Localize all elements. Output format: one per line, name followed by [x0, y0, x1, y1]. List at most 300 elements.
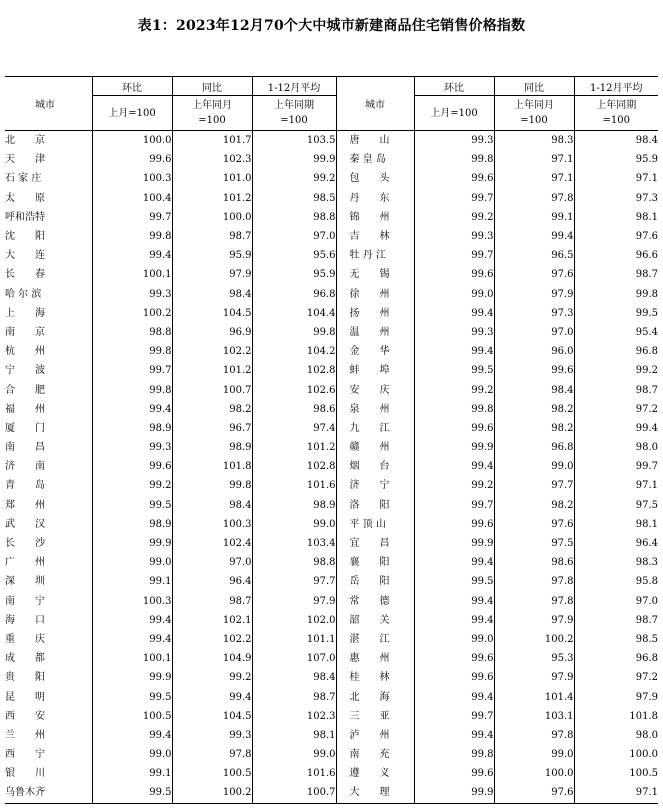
- mom-value: 99.6: [414, 419, 494, 438]
- city-name: 北 海: [336, 687, 414, 706]
- avg-value: 100.0: [629, 749, 658, 761]
- yoy-value: 103.1: [494, 707, 574, 726]
- city-name: 太 原: [5, 189, 92, 208]
- city-name: 唐 山: [336, 131, 414, 151]
- yoy-value: 97.9: [494, 668, 574, 687]
- mom-value: 100.5: [92, 707, 172, 726]
- table-row: [5, 515, 658, 534]
- table-row: [5, 265, 658, 284]
- mom-value: 100.3: [92, 592, 172, 611]
- avg-value: 107.0: [252, 649, 336, 668]
- city-name: 西 宁: [5, 745, 92, 764]
- avg-value: 97.6: [635, 231, 658, 243]
- avg-value: 97.3: [635, 192, 658, 204]
- city-name: 襄 阳: [336, 553, 414, 572]
- city-name: 南 宁: [5, 592, 92, 611]
- mom-value: 99.4: [92, 611, 172, 630]
- yoy-value: 99.4: [494, 227, 574, 246]
- city-name: 惠 州: [336, 649, 414, 668]
- mom-value: 99.9: [92, 668, 172, 687]
- yoy-value: 99.3: [172, 726, 252, 745]
- avg-value: 98.7: [252, 687, 336, 706]
- avg-value: 97.9: [252, 592, 336, 611]
- city-name: 南 京: [5, 323, 92, 342]
- avg-value: 99.8: [252, 323, 336, 342]
- avg-value: 98.6: [252, 400, 336, 419]
- yoy-value: 97.8: [494, 726, 574, 745]
- avg-value: 104.4: [252, 304, 336, 323]
- yoy-value: 101.2: [172, 189, 252, 208]
- yoy-value: 97.9: [494, 611, 574, 630]
- yoy-value: 97.9: [172, 265, 252, 284]
- yoy-value: 97.0: [172, 553, 252, 572]
- avg-value: 95.6: [252, 246, 336, 265]
- table-row: [5, 323, 658, 342]
- avg-value: 104.2: [252, 342, 336, 361]
- mom-value: 99.6: [414, 515, 494, 534]
- city-name: 长 春: [5, 265, 92, 284]
- table-row: [5, 208, 658, 227]
- avg-value: 97.1: [635, 480, 658, 492]
- yoy-value: 97.8: [494, 592, 574, 611]
- mom-value: 100.1: [92, 649, 172, 668]
- yoy-value: 101.4: [494, 687, 574, 706]
- city-name: 深 圳: [5, 572, 92, 591]
- avg-value: 98.5: [635, 633, 658, 645]
- yoy-value: 96.4: [172, 572, 252, 591]
- mom-value: 98.9: [92, 419, 172, 438]
- city-name: 九 江: [336, 419, 414, 438]
- yoy-header-left: 同比: [172, 77, 252, 96]
- avg-value: 103.5: [252, 131, 336, 151]
- avg-value: 102.3: [252, 707, 336, 726]
- avg-value: 100.5: [629, 768, 658, 780]
- city-name: 广 州: [5, 553, 92, 572]
- yoy-value: 97.1: [494, 169, 574, 188]
- city-name: 南 充: [336, 745, 414, 764]
- table-row: [5, 553, 658, 572]
- city-name: 济 宁: [336, 476, 414, 495]
- mom-value: 99.0: [92, 553, 172, 572]
- avg-value: 97.0: [635, 595, 658, 607]
- mom-value: 99.7: [414, 246, 494, 265]
- avg-value: 98.1: [635, 211, 658, 223]
- yoy-value: 99.2: [172, 668, 252, 687]
- avg-value: 98.4: [635, 135, 658, 147]
- mom-base-left: 上月=100: [92, 96, 172, 131]
- yoy-value: 102.3: [172, 150, 252, 169]
- mom-value: 99.4: [92, 400, 172, 419]
- yoy-value: 98.7: [172, 592, 252, 611]
- yoy-value: 98.2: [494, 419, 574, 438]
- mom-value: 99.4: [414, 726, 494, 745]
- avg-value: 98.0: [635, 729, 658, 741]
- avg-value: 102.0: [252, 611, 336, 630]
- yoy-value: 96.9: [172, 323, 252, 342]
- avg-value: 101.6: [252, 764, 336, 783]
- mom-value: 99.9: [414, 783, 494, 803]
- city-name: 宜 昌: [336, 534, 414, 553]
- city-name: 安 庆: [336, 380, 414, 399]
- yoy-value: 97.8: [494, 572, 574, 591]
- table-row: [5, 169, 658, 188]
- yoy-value: 98.2: [172, 400, 252, 419]
- yoy-value: 100.3: [172, 515, 252, 534]
- avg-value: 98.1: [252, 726, 336, 745]
- mom-value: 100.1: [92, 265, 172, 284]
- city-name: 遵 义: [336, 764, 414, 783]
- price-index-table: [5, 76, 658, 804]
- city-name: 济 南: [5, 457, 92, 476]
- city-name: 哈 尔 滨: [5, 285, 92, 304]
- city-name: 锦 州: [336, 208, 414, 227]
- table-row: [5, 534, 658, 553]
- city-name: 三 亚: [336, 707, 414, 726]
- mom-value: 99.6: [414, 169, 494, 188]
- mom-value: 99.4: [414, 342, 494, 361]
- city-name: 西 安: [5, 707, 92, 726]
- mom-value: 99.6: [414, 649, 494, 668]
- city-name: 乌鲁木齐: [5, 783, 92, 803]
- mom-value: 99.7: [92, 361, 172, 380]
- mom-value: 99.4: [414, 304, 494, 323]
- avg-value: 98.9: [252, 496, 336, 515]
- avg-value: 98.5: [252, 189, 336, 208]
- yoy-value: 101.0: [172, 169, 252, 188]
- table-title: 表1：2023年12月70个大中城市新建商品住宅销售价格指数: [137, 18, 526, 34]
- yoy-value: 104.9: [172, 649, 252, 668]
- yoy-value: 97.6: [494, 515, 574, 534]
- table-row: [5, 783, 658, 803]
- yoy-value: 97.8: [172, 745, 252, 764]
- yoy-value: 96.7: [172, 419, 252, 438]
- table-row: [5, 668, 658, 687]
- avg-value: 103.4: [252, 534, 336, 553]
- avg-base-left: 上年同期 =100: [252, 96, 336, 131]
- mom-value: 99.7: [414, 189, 494, 208]
- avg-value: 102.8: [252, 361, 336, 380]
- city-name: 泸 州: [336, 726, 414, 745]
- mom-value: 99.2: [414, 208, 494, 227]
- avg-value: 97.1: [574, 783, 658, 803]
- mom-value: 99.4: [92, 630, 172, 649]
- mom-value: 99.8: [414, 400, 494, 419]
- mom-value: 99.8: [92, 227, 172, 246]
- city-name: 呼和浩特: [5, 208, 92, 227]
- avg-header-left: 1-12月平均: [252, 77, 336, 96]
- yoy-value: 98.6: [494, 553, 574, 572]
- avg-value: 102.8: [252, 457, 336, 476]
- table-row: [5, 227, 658, 246]
- mom-value: 99.0: [414, 630, 494, 649]
- avg-value: 97.0: [252, 227, 336, 246]
- yoy-value: 98.2: [494, 400, 574, 419]
- mom-value: 99.6: [92, 457, 172, 476]
- avg-value: 98.8: [252, 553, 336, 572]
- mom-value: 99.4: [414, 611, 494, 630]
- yoy-value: 100.5: [172, 764, 252, 783]
- city-name: 徐 州: [336, 285, 414, 304]
- mom-value: 99.4: [414, 687, 494, 706]
- avg-value: 99.5: [635, 307, 658, 319]
- table-row: [5, 438, 658, 457]
- avg-value: 96.4: [635, 538, 658, 550]
- yoy-value: 100.2: [172, 783, 252, 803]
- yoy-value: 100.0: [172, 208, 252, 227]
- city-name: 韶 关: [336, 611, 414, 630]
- table-row: [5, 419, 658, 438]
- yoy-value: 104.5: [172, 304, 252, 323]
- yoy-base-right: 上年同月 =100: [494, 96, 574, 131]
- avg-value: 97.7: [252, 572, 336, 591]
- yoy-value: 97.0: [494, 323, 574, 342]
- yoy-value: 98.4: [172, 496, 252, 515]
- table-row: [5, 246, 658, 265]
- table-row: [5, 687, 658, 706]
- mom-value: 99.3: [414, 227, 494, 246]
- yoy-value: 102.2: [172, 630, 252, 649]
- avg-value: 95.9: [252, 265, 336, 284]
- mom-value: 99.9: [414, 534, 494, 553]
- mom-value: 99.8: [92, 380, 172, 399]
- table-row: [5, 400, 658, 419]
- table-row: [5, 630, 658, 649]
- yoy-base-left: 上年同月 =100: [172, 96, 252, 131]
- mom-value: 99.8: [92, 342, 172, 361]
- yoy-value: 99.0: [494, 457, 574, 476]
- city-name: 银 川: [5, 764, 92, 783]
- avg-value: 98.7: [635, 384, 658, 396]
- yoy-value: 102.4: [172, 534, 252, 553]
- table-row: [5, 649, 658, 668]
- mom-value: 99.7: [414, 707, 494, 726]
- mom-value: 98.8: [92, 323, 172, 342]
- mom-header-left: 环比: [92, 77, 172, 96]
- city-name: 洛 阳: [336, 496, 414, 515]
- yoy-value: 98.4: [172, 285, 252, 304]
- city-name: 青 岛: [5, 476, 92, 495]
- city-name: 海 口: [5, 611, 92, 630]
- city-name: 武 汉: [5, 515, 92, 534]
- table-row: [5, 764, 658, 783]
- mom-value: 99.6: [414, 265, 494, 284]
- city-name: 杭 州: [5, 342, 92, 361]
- avg-value: 101.2: [252, 438, 336, 457]
- city-header-left: 城市: [5, 77, 92, 131]
- avg-value: 99.0: [252, 745, 336, 764]
- mom-value: 99.5: [92, 687, 172, 706]
- mom-value: 99.2: [92, 476, 172, 495]
- yoy-value: 96.8: [494, 438, 574, 457]
- city-name: 常 德: [336, 592, 414, 611]
- mom-value: 99.0: [414, 285, 494, 304]
- mom-value: 99.3: [414, 131, 494, 151]
- mom-value: 98.9: [92, 515, 172, 534]
- city-name: 吉 林: [336, 227, 414, 246]
- yoy-value: 100.7: [172, 380, 252, 399]
- mom-value: 99.5: [92, 496, 172, 515]
- city-name: 秦 皇 岛: [336, 150, 414, 169]
- yoy-value: 101.7: [172, 131, 252, 151]
- avg-value: 98.3: [635, 557, 658, 569]
- avg-value: 97.9: [635, 691, 658, 703]
- city-name: 郑 州: [5, 496, 92, 515]
- yoy-value: 99.4: [172, 687, 252, 706]
- mom-value: 99.1: [92, 764, 172, 783]
- yoy-value: 96.0: [494, 342, 574, 361]
- mom-value: 99.8: [414, 745, 494, 764]
- yoy-value: 101.8: [172, 457, 252, 476]
- city-name: 包 头: [336, 169, 414, 188]
- yoy-value: 97.9: [494, 285, 574, 304]
- table-row: [5, 745, 658, 764]
- table-row: [5, 189, 658, 208]
- yoy-value: 95.9: [172, 246, 252, 265]
- mom-value: 99.2: [414, 476, 494, 495]
- mom-value: 99.4: [414, 457, 494, 476]
- city-name: 宁 波: [5, 361, 92, 380]
- avg-value: 96.6: [635, 250, 658, 262]
- city-name: 石 家 庄: [5, 169, 92, 188]
- avg-value: 101.6: [252, 476, 336, 495]
- city-name: 平 顶 山: [336, 515, 414, 534]
- yoy-value: 98.2: [494, 496, 574, 515]
- avg-value: 99.9: [252, 150, 336, 169]
- yoy-value: 97.3: [494, 304, 574, 323]
- mom-value: 99.9: [414, 438, 494, 457]
- city-name: 桂 林: [336, 668, 414, 687]
- avg-value: 102.6: [252, 380, 336, 399]
- mom-value: 99.3: [92, 438, 172, 457]
- yoy-value: 97.5: [494, 534, 574, 553]
- city-name: 沈 阳: [5, 227, 92, 246]
- table-row: [5, 304, 658, 323]
- avg-value: 95.9: [635, 154, 658, 166]
- yoy-value: 102.2: [172, 342, 252, 361]
- avg-value: 101.1: [252, 630, 336, 649]
- avg-value: 99.4: [635, 422, 658, 434]
- avg-value: 97.5: [635, 499, 658, 511]
- city-name: 湛 江: [336, 630, 414, 649]
- mom-base-right: 上月=100: [414, 96, 494, 131]
- city-name: 温 州: [336, 323, 414, 342]
- mom-value: 99.5: [414, 572, 494, 591]
- mom-value: 99.6: [414, 668, 494, 687]
- city-name: 上 海: [5, 304, 92, 323]
- city-name: 长 沙: [5, 534, 92, 553]
- yoy-value: 97.8: [494, 189, 574, 208]
- yoy-value: 96.5: [494, 246, 574, 265]
- table-body: [5, 131, 658, 804]
- avg-value: 98.7: [635, 269, 658, 281]
- mom-value: 99.3: [92, 285, 172, 304]
- mom-value: 100.0: [92, 131, 172, 151]
- avg-value: 98.0: [635, 442, 658, 454]
- city-name: 金 华: [336, 342, 414, 361]
- mom-value: 99.4: [414, 553, 494, 572]
- table-row: [5, 611, 658, 630]
- yoy-value: 102.1: [172, 611, 252, 630]
- city-name: 丹 东: [336, 189, 414, 208]
- yoy-value: 99.1: [494, 208, 574, 227]
- yoy-value: 97.1: [494, 150, 574, 169]
- avg-value: 100.7: [252, 783, 336, 803]
- mom-value: 99.0: [92, 745, 172, 764]
- city-name: 成 都: [5, 649, 92, 668]
- table-row: [5, 380, 658, 399]
- avg-value: 98.4: [252, 668, 336, 687]
- table-row: [5, 707, 658, 726]
- mom-value: 100.4: [92, 189, 172, 208]
- table-row: [5, 572, 658, 591]
- table-row: [5, 361, 658, 380]
- mom-value: 99.7: [414, 496, 494, 515]
- avg-value: 97.2: [635, 403, 658, 415]
- avg-value: 99.2: [635, 365, 658, 377]
- table-row: [5, 457, 658, 476]
- table-row: [5, 285, 658, 304]
- yoy-value: 98.3: [494, 131, 574, 151]
- avg-value: 98.1: [635, 518, 658, 530]
- yoy-value: 99.0: [494, 745, 574, 764]
- mom-value: 99.1: [92, 572, 172, 591]
- city-name: 兰 州: [5, 726, 92, 745]
- city-name: 烟 台: [336, 457, 414, 476]
- city-name: 天 津: [5, 150, 92, 169]
- city-name: 大 理: [336, 783, 414, 803]
- city-name: 厦 门: [5, 419, 92, 438]
- yoy-value: 100.2: [494, 630, 574, 649]
- yoy-value: 97.7: [494, 476, 574, 495]
- mom-value: 99.8: [414, 150, 494, 169]
- city-name: 大 连: [5, 246, 92, 265]
- table-row: [5, 476, 658, 495]
- city-name: 牡 丹 江: [336, 246, 414, 265]
- avg-value: 99.8: [635, 288, 658, 300]
- mom-value: 99.6: [92, 150, 172, 169]
- avg-value: 95.8: [635, 576, 658, 588]
- city-name: 南 昌: [5, 438, 92, 457]
- mom-value: 99.5: [414, 361, 494, 380]
- yoy-value: 97.6: [494, 265, 574, 284]
- mom-header-right: 环比: [414, 77, 494, 96]
- table-row: [5, 131, 658, 151]
- avg-value: 101.8: [629, 710, 658, 722]
- avg-value: 96.8: [252, 285, 336, 304]
- yoy-value: 100.0: [494, 764, 574, 783]
- city-name: 福 州: [5, 400, 92, 419]
- avg-value: 97.2: [635, 672, 658, 684]
- city-name: 赣 州: [336, 438, 414, 457]
- avg-value: 95.4: [635, 326, 658, 338]
- table-row: [5, 592, 658, 611]
- yoy-value: 98.4: [494, 380, 574, 399]
- mom-value: 99.4: [92, 246, 172, 265]
- avg-value: 99.7: [635, 461, 658, 473]
- yoy-value: 101.2: [172, 361, 252, 380]
- yoy-value: 99.8: [172, 476, 252, 495]
- mom-value: 99.6: [414, 764, 494, 783]
- city-name: 蚌 埠: [336, 361, 414, 380]
- yoy-value: 98.9: [172, 438, 252, 457]
- yoy-header-right: 同比: [494, 77, 574, 96]
- avg-base-right: 上年同期 =100: [574, 96, 658, 131]
- avg-value: 97.1: [635, 173, 658, 185]
- avg-value: 98.7: [635, 614, 658, 626]
- city-name: 昆 明: [5, 687, 92, 706]
- mom-value: 99.2: [414, 380, 494, 399]
- mom-value: 99.3: [414, 323, 494, 342]
